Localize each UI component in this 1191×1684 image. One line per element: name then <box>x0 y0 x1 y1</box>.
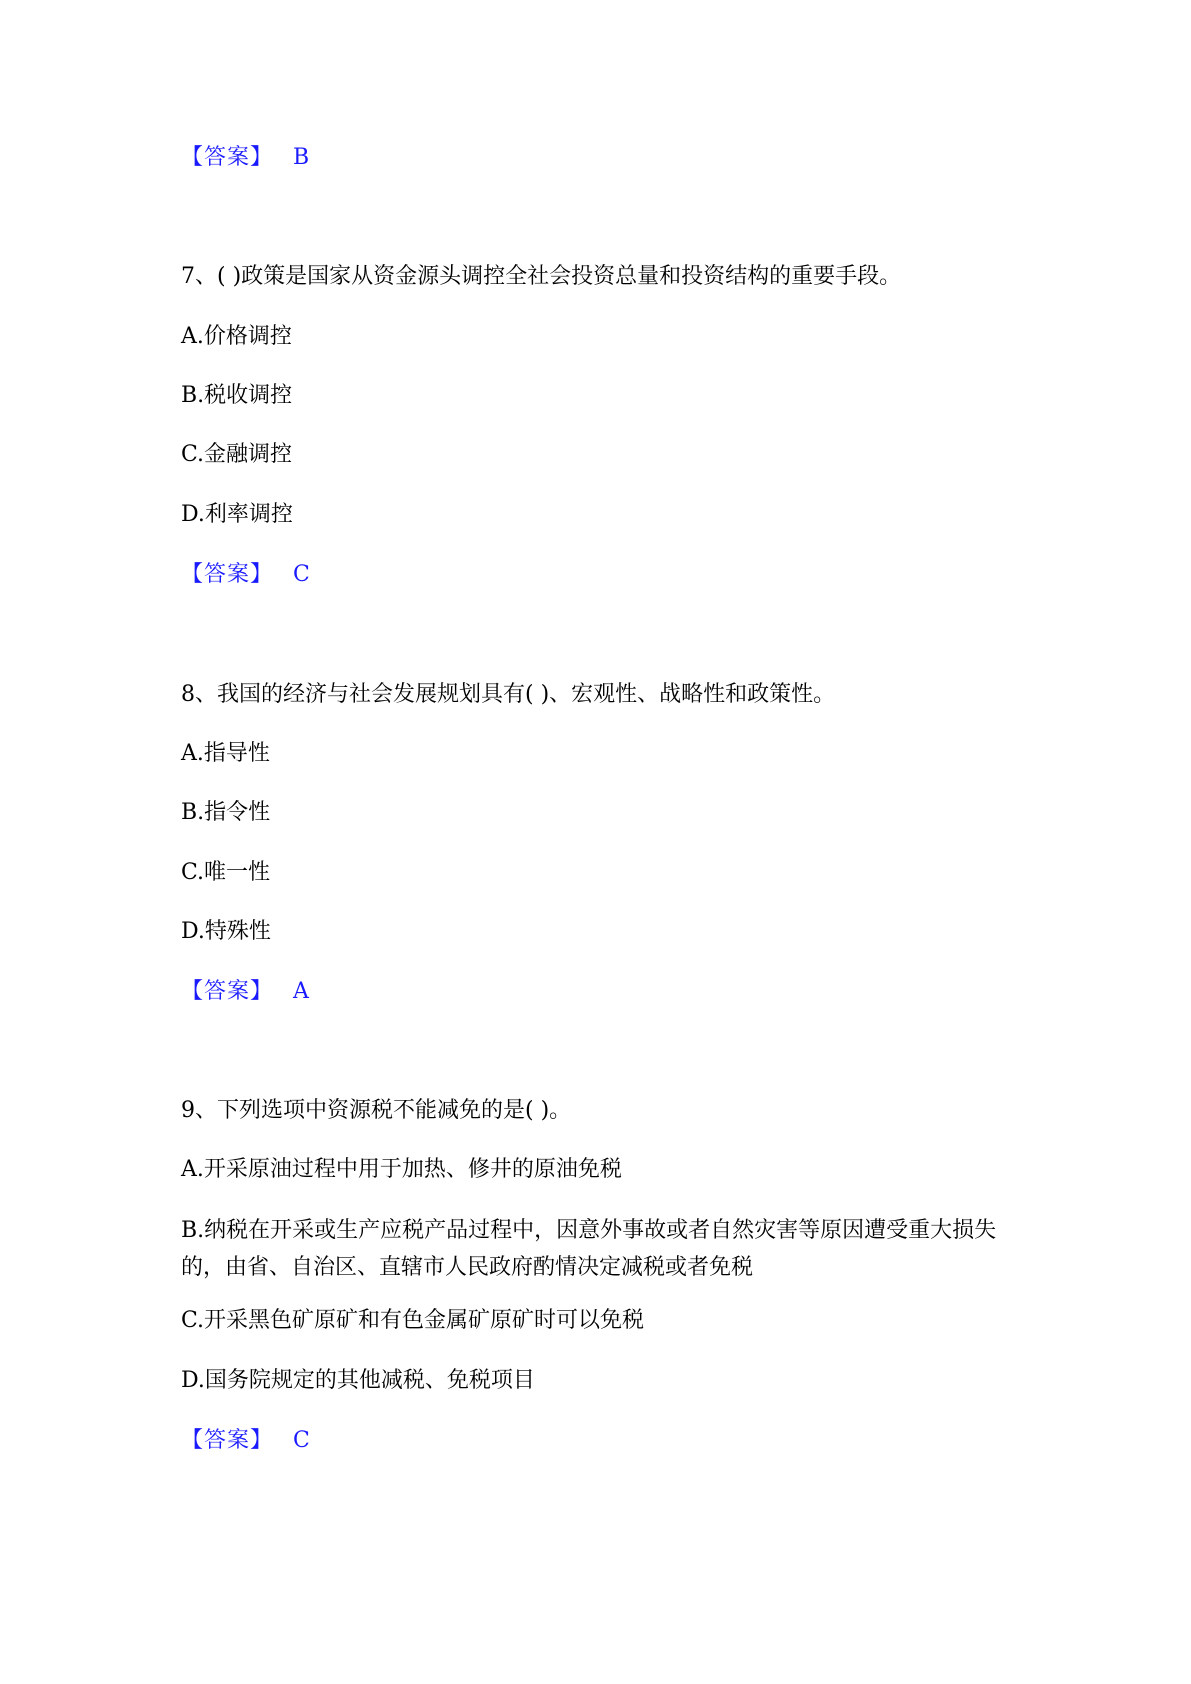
option: B.指令性 <box>181 800 271 825</box>
option: D.国务院规定的其他减税、免税项目 <box>181 1368 535 1393</box>
answer <box>181 560 310 590</box>
answer-tag: 【答案】 <box>181 1428 274 1453</box>
answer-value: C <box>293 1428 310 1453</box>
answer-tag: 【答案】 <box>181 979 274 1004</box>
option: C.开采黑色矿原矿和有色金属矿原矿时可以免税 <box>181 1308 645 1333</box>
option: A.开采原油过程中用于加热、修井的原油免税 <box>181 1157 622 1182</box>
option: A.价格调控 <box>181 324 292 349</box>
option: D.特殊性 <box>181 919 271 944</box>
option: A.指导性 <box>181 741 270 766</box>
answer-prev <box>181 143 309 173</box>
answer-value: B <box>293 145 310 170</box>
option: C.金融调控 <box>181 442 293 467</box>
option: D.利率调控 <box>181 502 293 527</box>
option: B.税收调控 <box>181 383 293 408</box>
answer <box>181 1426 310 1456</box>
option: C.唯一性 <box>181 860 271 885</box>
option: B.纳税在开采或生产应税产品过程中，因意外事故或者自然灾害等原因遭受重大损失的，由省、自治区、直辖市人民政府酌情决定减税或者免税 <box>181 1218 997 1280</box>
answer-value: C <box>293 562 310 587</box>
question-stem: 7、( )政策是国家从资金源头调控全社会投资总量和投资结构的重要手段。 <box>181 264 902 289</box>
answer-value: A <box>293 979 309 1004</box>
question-stem: 8、我国的经济与社会发展规划具有( )、宏观性、战略性和政策性。 <box>181 682 836 707</box>
question-stem: 9、下列选项中资源税不能减免的是( )。 <box>181 1098 572 1123</box>
answer-tag: 【答案】 <box>181 562 274 587</box>
answer-tag: 【答案】 <box>181 145 274 170</box>
answer <box>181 977 309 1007</box>
